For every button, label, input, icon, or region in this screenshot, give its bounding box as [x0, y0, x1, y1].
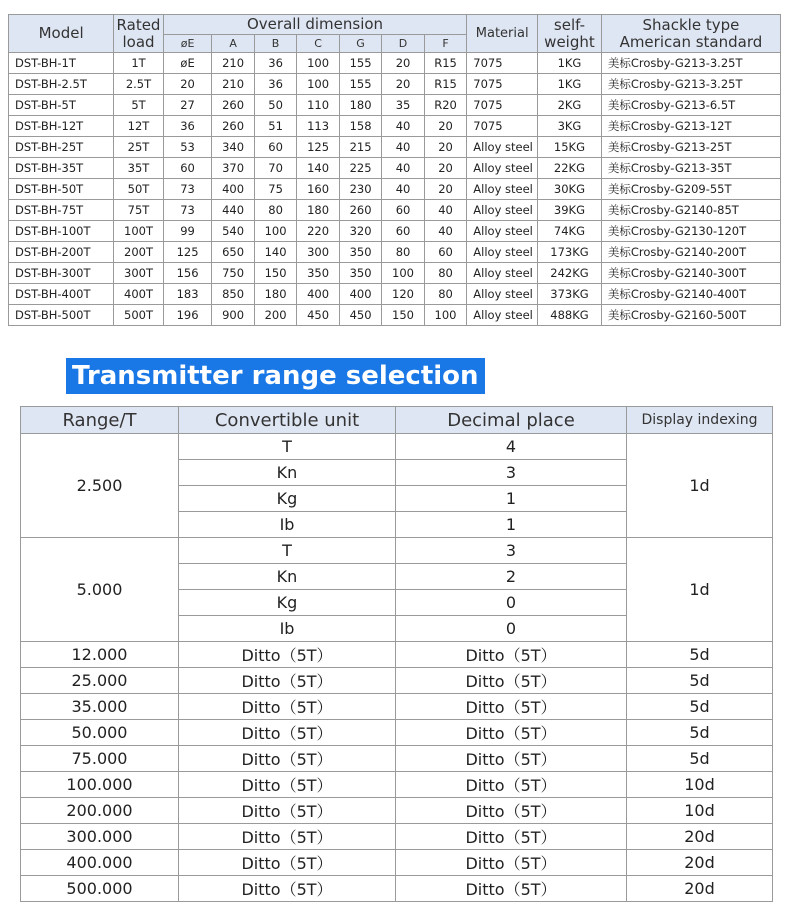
cell-material: Alloy steel [467, 137, 538, 158]
cell-dim-e: 60 [163, 158, 212, 179]
cell-decimal-place: 3 [396, 538, 627, 564]
cell-dim-c: 140 [297, 158, 339, 179]
cell-dim-d: 20 [382, 74, 424, 95]
cell-dim-a: 370 [212, 158, 254, 179]
cell-decimal-place: 2 [396, 564, 627, 590]
cell-model: DST-BH-100T [9, 221, 114, 242]
cell-decimal-place: 3 [396, 460, 627, 486]
cell-material: Alloy steel [467, 284, 538, 305]
range-row [21, 746, 773, 772]
section-title-banner: Transmitter range selection [66, 358, 485, 394]
cell-rated-load: 400T [114, 284, 164, 305]
cell-unit: Ditto（5T） [179, 642, 396, 668]
cell-unit: Ditto（5T） [179, 824, 396, 850]
cell-material: 7075 [467, 74, 538, 95]
header-dim: D [382, 35, 424, 53]
cell-dim-d: 120 [382, 284, 424, 305]
cell-dim-b: 60 [254, 137, 296, 158]
cell-material: Alloy steel [467, 158, 538, 179]
range-row [21, 668, 773, 694]
cell-dim-c: 300 [297, 242, 339, 263]
range-row [21, 694, 773, 720]
cell-model: DST-BH-35T [9, 158, 114, 179]
cell-rated-load: 50T [114, 179, 164, 200]
cell-dim-e: 156 [163, 263, 212, 284]
cell-dim-a: 260 [212, 116, 254, 137]
cell-dim-c: 113 [297, 116, 339, 137]
cell-dim-b: 180 [254, 284, 296, 305]
cell-shackle-type: 美标Crosby-G2140-400T [601, 284, 780, 305]
cell-dim-a: 340 [212, 137, 254, 158]
cell-self-weight: 242KG [538, 263, 602, 284]
cell-dim-d: 40 [382, 179, 424, 200]
cell-display-indexing: 20d [627, 850, 773, 876]
cell-decimal-place: 0 [396, 590, 627, 616]
cell-material: Alloy steel [467, 200, 538, 221]
cell-model: DST-BH-25T [9, 137, 114, 158]
cell-display-indexing: 10d [627, 772, 773, 798]
cell-unit: Ditto（5T） [179, 876, 396, 902]
header-range: Range/T [21, 407, 179, 434]
range-row [21, 798, 773, 824]
cell-unit: Kn [179, 564, 396, 590]
cell-shackle-type: 美标Crosby-G2130-120T [601, 221, 780, 242]
cell-unit: T [179, 538, 396, 564]
cell-range: 50.000 [21, 720, 179, 746]
cell-model: DST-BH-5T [9, 95, 114, 116]
cell-display-indexing: 1d [627, 434, 773, 538]
header-rated-load: Rated load [114, 15, 164, 53]
range-row [21, 850, 773, 876]
cell-dim-e: 196 [163, 305, 212, 326]
cell-unit: Kn [179, 460, 396, 486]
cell-unit: Ditto（5T） [179, 720, 396, 746]
spec-row [9, 53, 781, 74]
cell-dim-a: 750 [212, 263, 254, 284]
cell-rated-load: 2.5T [114, 74, 164, 95]
spec-row [9, 95, 781, 116]
cell-self-weight: 488KG [538, 305, 602, 326]
cell-dim-c: 100 [297, 53, 339, 74]
cell-shackle-type: 美标Crosby-G213-3.25T [601, 53, 780, 74]
cell-dim-f: R15 [424, 74, 467, 95]
cell-self-weight: 2KG [538, 95, 602, 116]
cell-dim-a: 650 [212, 242, 254, 263]
cell-rated-load: 75T [114, 200, 164, 221]
cell-display-indexing: 5d [627, 746, 773, 772]
cell-display-indexing: 5d [627, 668, 773, 694]
cell-model: DST-BH-2.5T [9, 74, 114, 95]
spec-row [9, 284, 781, 305]
cell-unit: Ditto（5T） [179, 694, 396, 720]
cell-rated-load: 35T [114, 158, 164, 179]
range-row [21, 824, 773, 850]
header-dim: F [424, 35, 467, 53]
cell-self-weight: 30KG [538, 179, 602, 200]
cell-model: DST-BH-200T [9, 242, 114, 263]
cell-dim-e: 36 [163, 116, 212, 137]
cell-self-weight: 39KG [538, 200, 602, 221]
cell-dim-d: 60 [382, 221, 424, 242]
cell-model: DST-BH-300T [9, 263, 114, 284]
header-dim: A [212, 35, 254, 53]
cell-range: 5.000 [21, 538, 179, 642]
cell-dim-d: 20 [382, 53, 424, 74]
cell-rated-load: 25T [114, 137, 164, 158]
range-row [21, 642, 773, 668]
cell-dim-b: 140 [254, 242, 296, 263]
cell-self-weight: 173KG [538, 242, 602, 263]
cell-unit: Ditto（5T） [179, 772, 396, 798]
cell-decimal-place: Ditto（5T） [396, 694, 627, 720]
cell-model: DST-BH-500T [9, 305, 114, 326]
cell-dim-g: 260 [339, 200, 381, 221]
cell-dim-g: 400 [339, 284, 381, 305]
cell-dim-c: 160 [297, 179, 339, 200]
cell-material: Alloy steel [467, 242, 538, 263]
cell-shackle-type: 美标Crosby-G213-12T [601, 116, 780, 137]
header-shackle-line1: Shackle type [642, 15, 740, 34]
cell-model: DST-BH-75T [9, 200, 114, 221]
cell-dim-d: 80 [382, 242, 424, 263]
cell-decimal-place: 1 [396, 512, 627, 538]
cell-dim-b: 51 [254, 116, 296, 137]
cell-decimal-place: Ditto（5T） [396, 772, 627, 798]
range-row [21, 772, 773, 798]
cell-dim-b: 100 [254, 221, 296, 242]
header-dim: G [339, 35, 381, 53]
cell-dim-g: 180 [339, 95, 381, 116]
cell-decimal-place: Ditto（5T） [396, 876, 627, 902]
cell-dim-g: 230 [339, 179, 381, 200]
cell-shackle-type: 美标Crosby-G213-6.5T [601, 95, 780, 116]
cell-decimal-place: Ditto（5T） [396, 668, 627, 694]
cell-dim-g: 350 [339, 242, 381, 263]
cell-range: 100.000 [21, 772, 179, 798]
header-dim: B [254, 35, 296, 53]
cell-dim-b: 200 [254, 305, 296, 326]
cell-decimal-place: 0 [396, 616, 627, 642]
cell-decimal-place: Ditto（5T） [396, 850, 627, 876]
cell-material: Alloy steel [467, 305, 538, 326]
cell-display-indexing: 10d [627, 798, 773, 824]
cell-rated-load: 200T [114, 242, 164, 263]
cell-dim-c: 400 [297, 284, 339, 305]
cell-dim-g: 450 [339, 305, 381, 326]
cell-dim-c: 110 [297, 95, 339, 116]
cell-unit: Kg [179, 486, 396, 512]
cell-dim-e: 183 [163, 284, 212, 305]
cell-shackle-type: 美标Crosby-G213-3.25T [601, 74, 780, 95]
cell-rated-load: 100T [114, 221, 164, 242]
spec-row [9, 305, 781, 326]
cell-dim-f: 20 [424, 116, 467, 137]
spec-row [9, 74, 781, 95]
cell-dim-e: øE [163, 53, 212, 74]
cell-dim-f: 80 [424, 263, 467, 284]
cell-dim-f: 20 [424, 137, 467, 158]
cell-dim-d: 60 [382, 200, 424, 221]
cell-dim-e: 20 [163, 74, 212, 95]
cell-dim-b: 50 [254, 95, 296, 116]
cell-dim-c: 220 [297, 221, 339, 242]
cell-dim-g: 350 [339, 263, 381, 284]
header-self-weight: self-weight [538, 15, 602, 53]
cell-dim-f: 80 [424, 284, 467, 305]
cell-shackle-type: 美标Crosby-G209-55T [601, 179, 780, 200]
cell-range: 200.000 [21, 798, 179, 824]
spec-row [9, 179, 781, 200]
cell-material: Alloy steel [467, 221, 538, 242]
cell-dim-a: 210 [212, 53, 254, 74]
cell-dim-d: 40 [382, 158, 424, 179]
cell-dim-g: 320 [339, 221, 381, 242]
cell-dim-f: 40 [424, 221, 467, 242]
header-shackle-type [601, 15, 780, 53]
cell-unit: Ib [179, 616, 396, 642]
range-row [21, 538, 773, 564]
cell-dim-b: 70 [254, 158, 296, 179]
cell-range: 25.000 [21, 668, 179, 694]
cell-self-weight: 1KG [538, 74, 602, 95]
cell-dim-f: R15 [424, 53, 467, 74]
spec-row [9, 200, 781, 221]
cell-material: 7075 [467, 116, 538, 137]
cell-unit: Ditto（5T） [179, 668, 396, 694]
cell-rated-load: 500T [114, 305, 164, 326]
cell-dim-g: 158 [339, 116, 381, 137]
cell-decimal-place: Ditto（5T） [396, 824, 627, 850]
cell-dim-c: 350 [297, 263, 339, 284]
range-table [20, 406, 773, 902]
cell-rated-load: 5T [114, 95, 164, 116]
spec-row [9, 221, 781, 242]
cell-dim-g: 215 [339, 137, 381, 158]
cell-display-indexing: 5d [627, 720, 773, 746]
cell-dim-d: 40 [382, 116, 424, 137]
cell-shackle-type: 美标Crosby-G2160-500T [601, 305, 780, 326]
spec-row [9, 263, 781, 284]
cell-rated-load: 12T [114, 116, 164, 137]
cell-dim-d: 40 [382, 137, 424, 158]
cell-dim-b: 150 [254, 263, 296, 284]
header-dim: C [297, 35, 339, 53]
cell-unit: Ditto（5T） [179, 850, 396, 876]
cell-range: 400.000 [21, 850, 179, 876]
cell-display-indexing: 1d [627, 538, 773, 642]
cell-rated-load: 1T [114, 53, 164, 74]
cell-self-weight: 22KG [538, 158, 602, 179]
header-overall-dimension: Overall dimension [163, 15, 467, 35]
cell-dim-c: 100 [297, 74, 339, 95]
cell-range: 500.000 [21, 876, 179, 902]
cell-dim-g: 155 [339, 74, 381, 95]
cell-dim-g: 155 [339, 53, 381, 74]
spec-row [9, 137, 781, 158]
cell-range: 75.000 [21, 746, 179, 772]
cell-material: Alloy steel [467, 179, 538, 200]
cell-dim-f: 60 [424, 242, 467, 263]
range-row [21, 876, 773, 902]
cell-range: 300.000 [21, 824, 179, 850]
cell-dim-f: 20 [424, 158, 467, 179]
cell-dim-c: 180 [297, 200, 339, 221]
cell-display-indexing: 20d [627, 876, 773, 902]
cell-dim-a: 440 [212, 200, 254, 221]
cell-range: 35.000 [21, 694, 179, 720]
cell-dim-e: 53 [163, 137, 212, 158]
cell-dim-a: 260 [212, 95, 254, 116]
range-row [21, 434, 773, 460]
cell-material: 7075 [467, 95, 538, 116]
cell-dim-a: 850 [212, 284, 254, 305]
cell-dim-a: 540 [212, 221, 254, 242]
cell-model: DST-BH-1T [9, 53, 114, 74]
cell-self-weight: 3KG [538, 116, 602, 137]
cell-model: DST-BH-50T [9, 179, 114, 200]
cell-self-weight: 74KG [538, 221, 602, 242]
cell-model: DST-BH-400T [9, 284, 114, 305]
cell-decimal-place: Ditto（5T） [396, 720, 627, 746]
cell-dim-c: 450 [297, 305, 339, 326]
cell-dim-d: 150 [382, 305, 424, 326]
cell-dim-b: 36 [254, 53, 296, 74]
spec-row [9, 158, 781, 179]
header-model: Model [9, 15, 114, 53]
cell-range: 2.500 [21, 434, 179, 538]
cell-self-weight: 1KG [538, 53, 602, 74]
cell-dim-a: 400 [212, 179, 254, 200]
cell-unit: Ditto（5T） [179, 746, 396, 772]
cell-shackle-type: 美标Crosby-G2140-200T [601, 242, 780, 263]
cell-model: DST-BH-12T [9, 116, 114, 137]
cell-material: 7075 [467, 53, 538, 74]
cell-dim-e: 73 [163, 179, 212, 200]
cell-unit: Ditto（5T） [179, 798, 396, 824]
cell-dim-f: R20 [424, 95, 467, 116]
cell-unit: Ib [179, 512, 396, 538]
cell-decimal-place: Ditto（5T） [396, 642, 627, 668]
cell-decimal-place: Ditto（5T） [396, 798, 627, 824]
cell-dim-a: 210 [212, 74, 254, 95]
cell-dim-g: 225 [339, 158, 381, 179]
cell-display-indexing: 5d [627, 694, 773, 720]
header-dim: øE [163, 35, 212, 53]
cell-dim-d: 35 [382, 95, 424, 116]
cell-decimal-place: Ditto（5T） [396, 746, 627, 772]
cell-dim-b: 80 [254, 200, 296, 221]
header-convertible-unit: Convertible unit [179, 407, 396, 434]
cell-display-indexing: 5d [627, 642, 773, 668]
cell-decimal-place: 4 [396, 434, 627, 460]
cell-dim-e: 125 [163, 242, 212, 263]
cell-display-indexing: 20d [627, 824, 773, 850]
cell-dim-f: 20 [424, 179, 467, 200]
cell-material: Alloy steel [467, 263, 538, 284]
cell-self-weight: 15KG [538, 137, 602, 158]
cell-dim-c: 125 [297, 137, 339, 158]
cell-dim-f: 100 [424, 305, 467, 326]
header-material: Material [467, 15, 538, 53]
cell-decimal-place: 1 [396, 486, 627, 512]
header-decimal-place: Decimal place [396, 407, 627, 434]
cell-shackle-type: 美标Crosby-G2140-85T [601, 200, 780, 221]
cell-dim-d: 100 [382, 263, 424, 284]
cell-rated-load: 300T [114, 263, 164, 284]
range-row [21, 720, 773, 746]
cell-dim-a: 900 [212, 305, 254, 326]
header-shackle-line2: American standard [619, 32, 763, 51]
cell-shackle-type: 美标Crosby-G213-35T [601, 158, 780, 179]
cell-unit: T [179, 434, 396, 460]
cell-self-weight: 373KG [538, 284, 602, 305]
cell-dim-f: 40 [424, 200, 467, 221]
cell-shackle-type: 美标Crosby-G2140-300T [601, 263, 780, 284]
cell-dim-b: 75 [254, 179, 296, 200]
cell-dim-e: 99 [163, 221, 212, 242]
cell-dim-b: 36 [254, 74, 296, 95]
header-display-indexing: Display indexing [627, 407, 773, 434]
spec-row [9, 116, 781, 137]
cell-shackle-type: 美标Crosby-G213-25T [601, 137, 780, 158]
cell-range: 12.000 [21, 642, 179, 668]
spec-table [8, 14, 781, 326]
cell-unit: Kg [179, 590, 396, 616]
cell-dim-e: 27 [163, 95, 212, 116]
spec-row [9, 242, 781, 263]
cell-dim-e: 73 [163, 200, 212, 221]
